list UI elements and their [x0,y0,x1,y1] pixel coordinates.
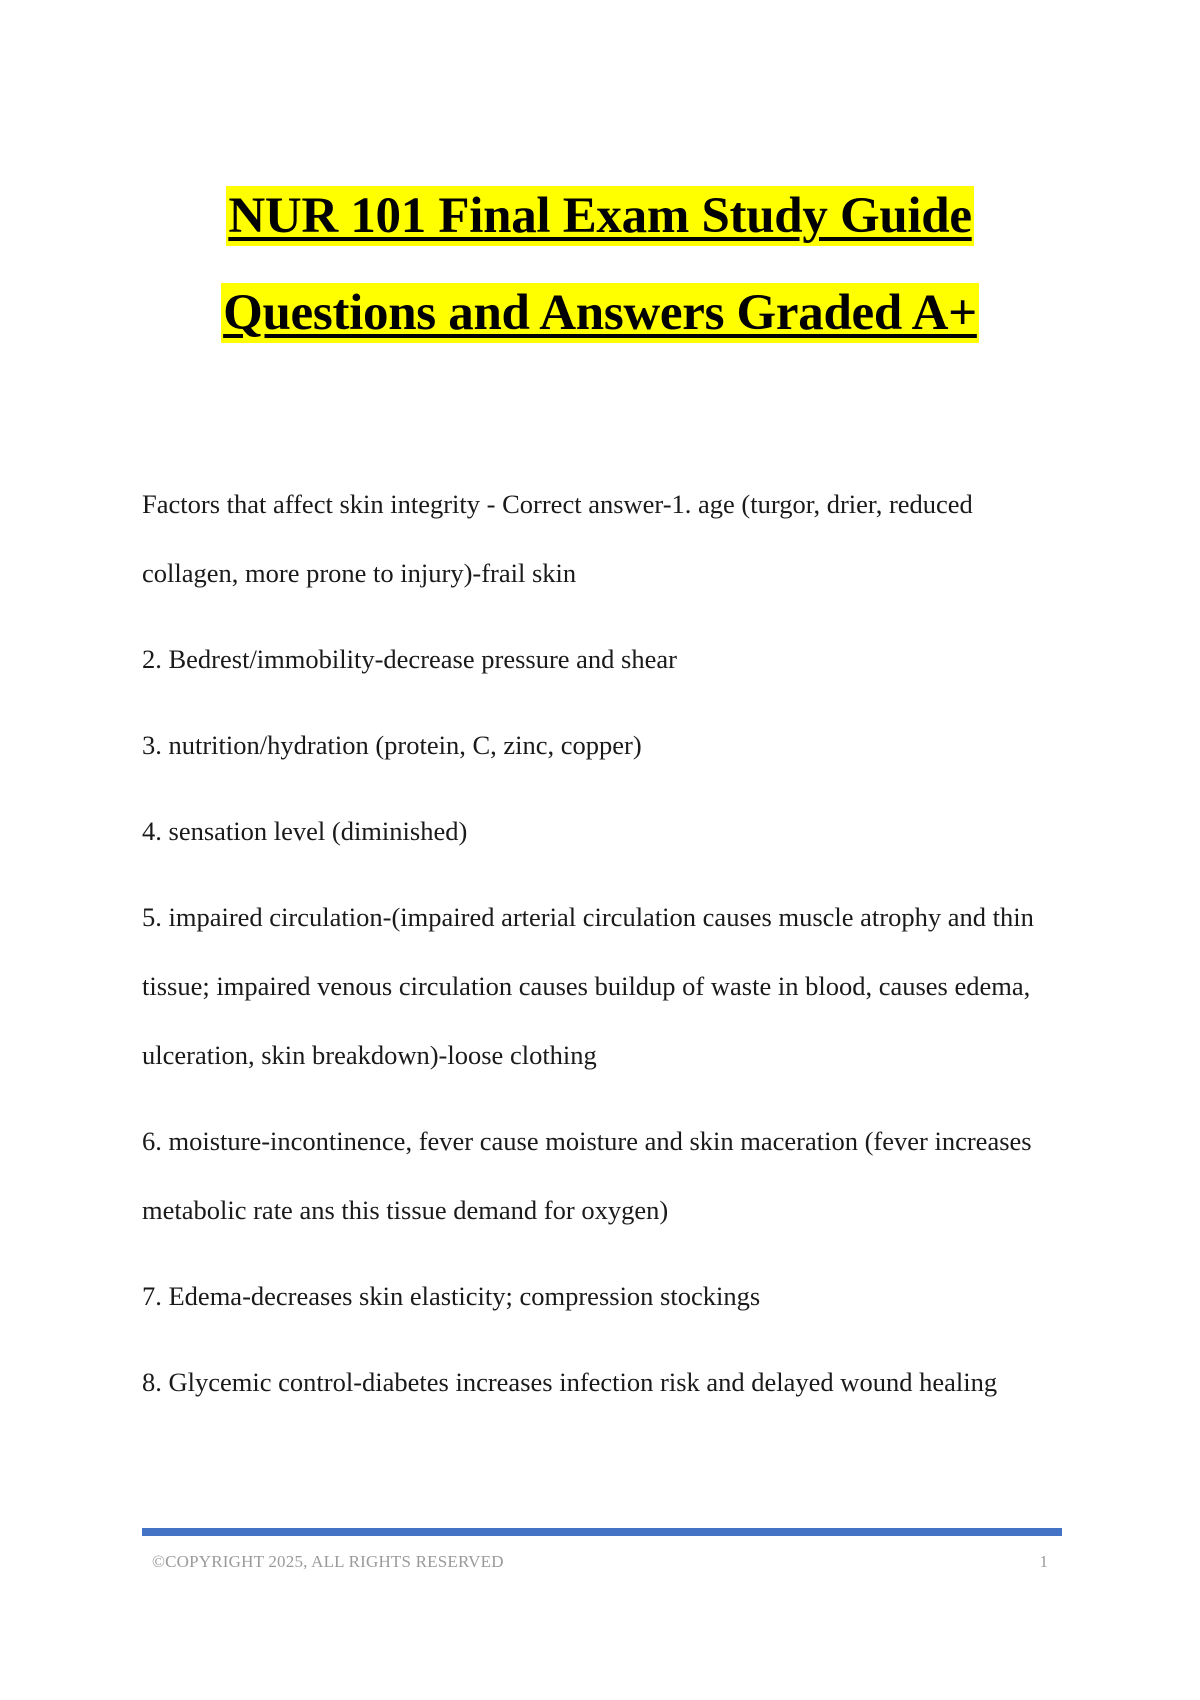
footer-divider [142,1528,1062,1536]
paragraph: 2. Bedrest/immobility-decrease pressure and shear [142,644,677,674]
footer-page-number: 1 [1039,1552,1048,1571]
paragraph: 5. impaired circulation-(impaired arterial circulation causes muscle atrophy and thin tissue; impaired venous circulation causes buildup of waste in blood, causes edema, ulceration, skin breakdown)-loose clothing [142,902,1034,1070]
paragraph: 6. moisture-incontinence, fever cause moisture and skin maceration (fever increases metabolic rate ans this tissue demand for oxygen) [142,1126,1032,1225]
footer-copyright: ©COPYRIGHT 2025, ALL RIGHTS RESERVED [152,1552,504,1571]
title-line-1: NUR 101 Final Exam Study Guide [228,188,972,244]
paragraph: 7. Edema-decreases skin elasticity; compression stockings [142,1281,761,1311]
paragraph: 8. Glycemic control-diabetes increases infection risk and delayed wound healing [142,1367,998,1397]
document-title [0,186,1200,380]
paragraph: 4. sensation level (diminished) [142,816,468,846]
paragraph: 3. nutrition/hydration (protein, C, zinc, copper) [142,730,642,760]
paragraph: Factors that affect skin integrity - Correct answer-1. age (turgor, drier, reduced collagen, more prone to injury)-frail skin [142,489,973,588]
document-body [142,470,1062,1434]
title-line-2: Questions and Answers Graded A+ [223,285,977,341]
